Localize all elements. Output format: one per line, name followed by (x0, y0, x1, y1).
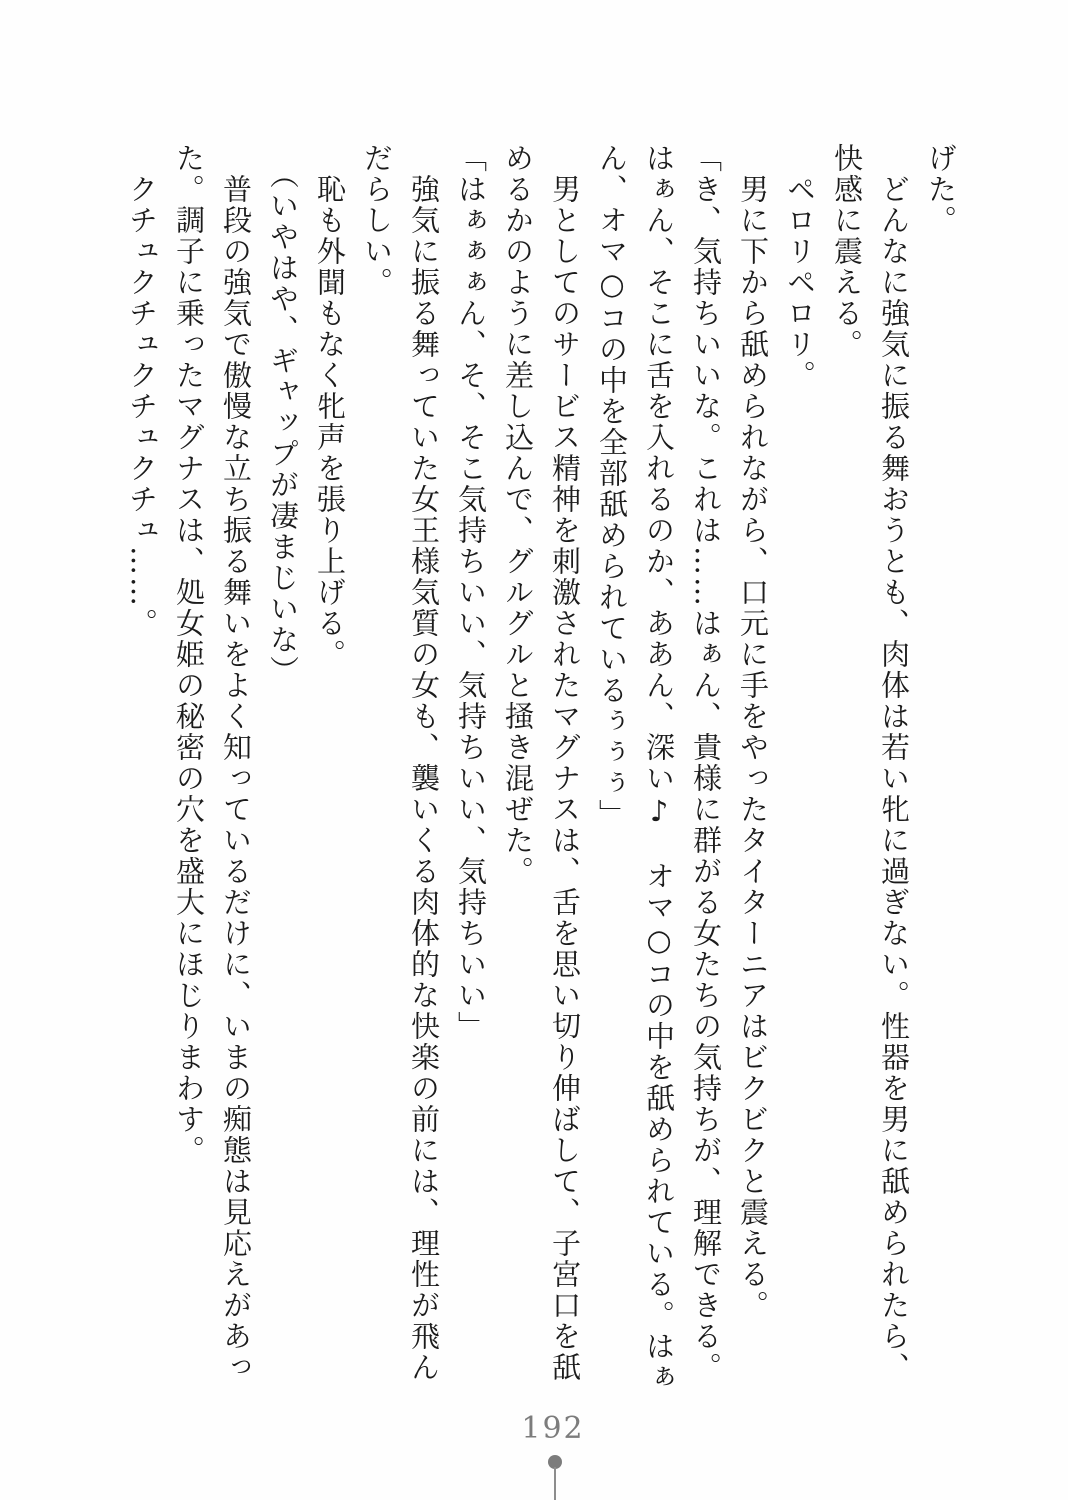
text-line: ペロリペロリ。 (783, 143, 817, 391)
text-line: めるかのように差し込んで、グルグルと掻き混ぜた。 (501, 143, 535, 887)
text-line: はぁん、そこに舌を入れるのか、ああん、深い♪ オマ○コの中を舐められている。はぁ (642, 143, 676, 1393)
page-number: 192 (521, 1411, 585, 1446)
text-line: クチュクチュクチュクチュ……。 (125, 143, 159, 639)
text-line: 強気に振る舞っていた女王様気質の女も、襲いくる肉体的な快楽の前には、理性が飛ん (407, 143, 441, 1383)
body-text (118, 143, 964, 1393)
text-line: 普段の強気で傲慢な立ち振る舞いをよく知っているだけに、いまの痴態は見応えがあっ (219, 143, 253, 1383)
text-line: （いやはや、ギャップが凄まじいな） (266, 143, 300, 687)
text-line: どんなに強気に振る舞おうとも、肉体は若い牝に過ぎない。性器を男に舐められたら、 (877, 143, 911, 1383)
text-line: ん、オマ○コの中を全部舐められているぅぅぅ」 (595, 143, 629, 830)
text-line: 快感に震える。 (830, 143, 864, 360)
text-line: 「き、気持ちいいな。これは……はぁん、貴様に群がる女たちの気持ちが、理解できる。 (689, 143, 723, 1383)
text-line: 男としてのサービス精神を刺激されたマグナスは、舌を思い切り伸ばして、子宮口を舐 (548, 143, 582, 1383)
text-line: 男に下から舐められながら、口元に手をやったタイターニアはビクビクと震える。 (736, 143, 770, 1321)
text-line: だらしい。 (360, 143, 394, 298)
text-line: 恥も外聞もなく牝声を張り上げる。 (313, 143, 347, 670)
text-line: げた。 (924, 143, 958, 236)
page-marker-line (554, 1467, 556, 1500)
text-line: 「はぁぁぁん、そ、そこ気持ちいい、気持ちいい、気持ちいい」 (454, 143, 488, 1042)
text-line: た。調子に乗ったマグナスは、処女姫の秘密の穴を盛大にほじりまわす。 (172, 143, 206, 1166)
